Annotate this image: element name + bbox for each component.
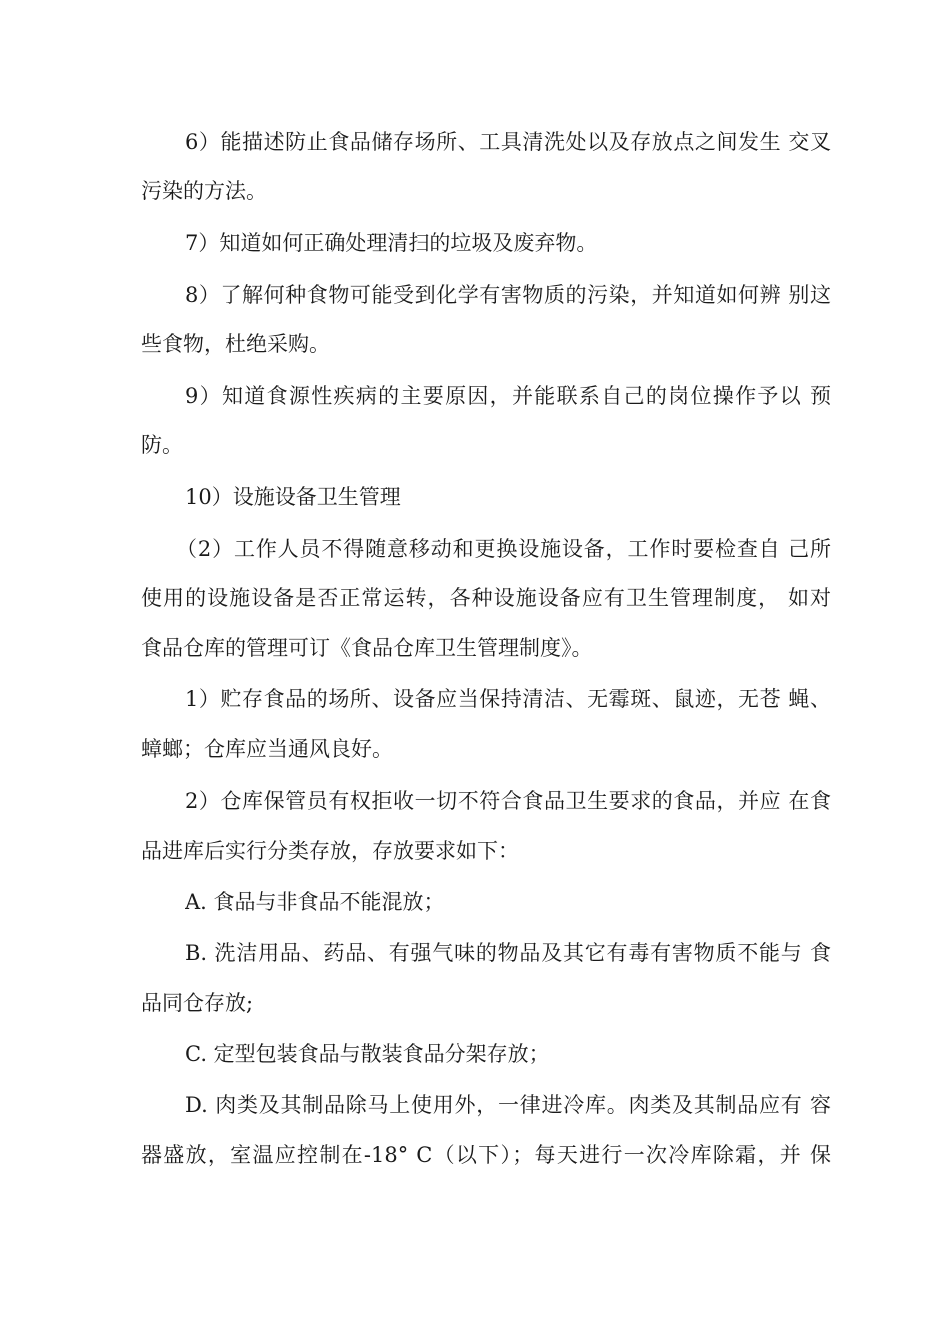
text-line: A. 食品与非食品不能混放； (185, 890, 445, 914)
text-line: C. 定型包装食品与散装食品分架存放； (185, 1042, 550, 1066)
text-line: D. 肉类及其制品除马上使用外，一律进冷库。肉类及其制品应有 容 (185, 1093, 831, 1117)
text-line: 2）仓库保管员有权拒收一切不符合食品卫生要求的食品，并应 在食 (185, 789, 831, 813)
text-line: 1）贮存食品的场所、设备应当保持清洁、无霉斑、鼠迹，无苍 蝇、 (185, 687, 831, 711)
text-line: 器盛放，室温应控制在-18° C（以下）；每天进行一次冷库除霜，并 保 (141, 1143, 831, 1167)
text-line: 10）设施设备卫生管理 (185, 485, 401, 509)
text-line: 品进库后实行分类存放，存放要求如下： (141, 839, 519, 863)
text-line: 些食物，杜绝采购。 (141, 332, 330, 356)
text-line: （2）工作人员不得随意移动和更换设施设备，工作时要检查自 己所 (176, 537, 831, 561)
text-line: 污染的方法。 (141, 179, 267, 203)
text-line: 9）知道食源性疾病的主要原因，并能联系自己的岗位操作予以 预 (185, 384, 831, 408)
text-line: B. 洗洁用品、药品、有强气味的物品及其它有毒有害物质不能与 食 (185, 941, 831, 965)
text-line: 6）能描述防止食品储存场所、工具清洗处以及存放点之间发生 交叉 (185, 130, 831, 154)
text-line: 品同仓存放; (141, 991, 254, 1015)
text-line: 8）了解何种食物可能受到化学有害物质的污染，并知道如何辨 别这 (185, 283, 831, 307)
text-line: 7）知道如何正确处理清扫的垃圾及废弃物。 (185, 231, 598, 255)
text-line: 食品仓库的管理可订《食品仓库卫生管理制度》。 (141, 636, 593, 660)
text-line: 蟑螂；仓库应当通风良好。 (141, 737, 393, 761)
text-line: 使用的设施设备是否正常运转，各种设施设备应有卫生管理制度， 如对 (141, 586, 831, 610)
text-line: 防。 (141, 433, 183, 457)
